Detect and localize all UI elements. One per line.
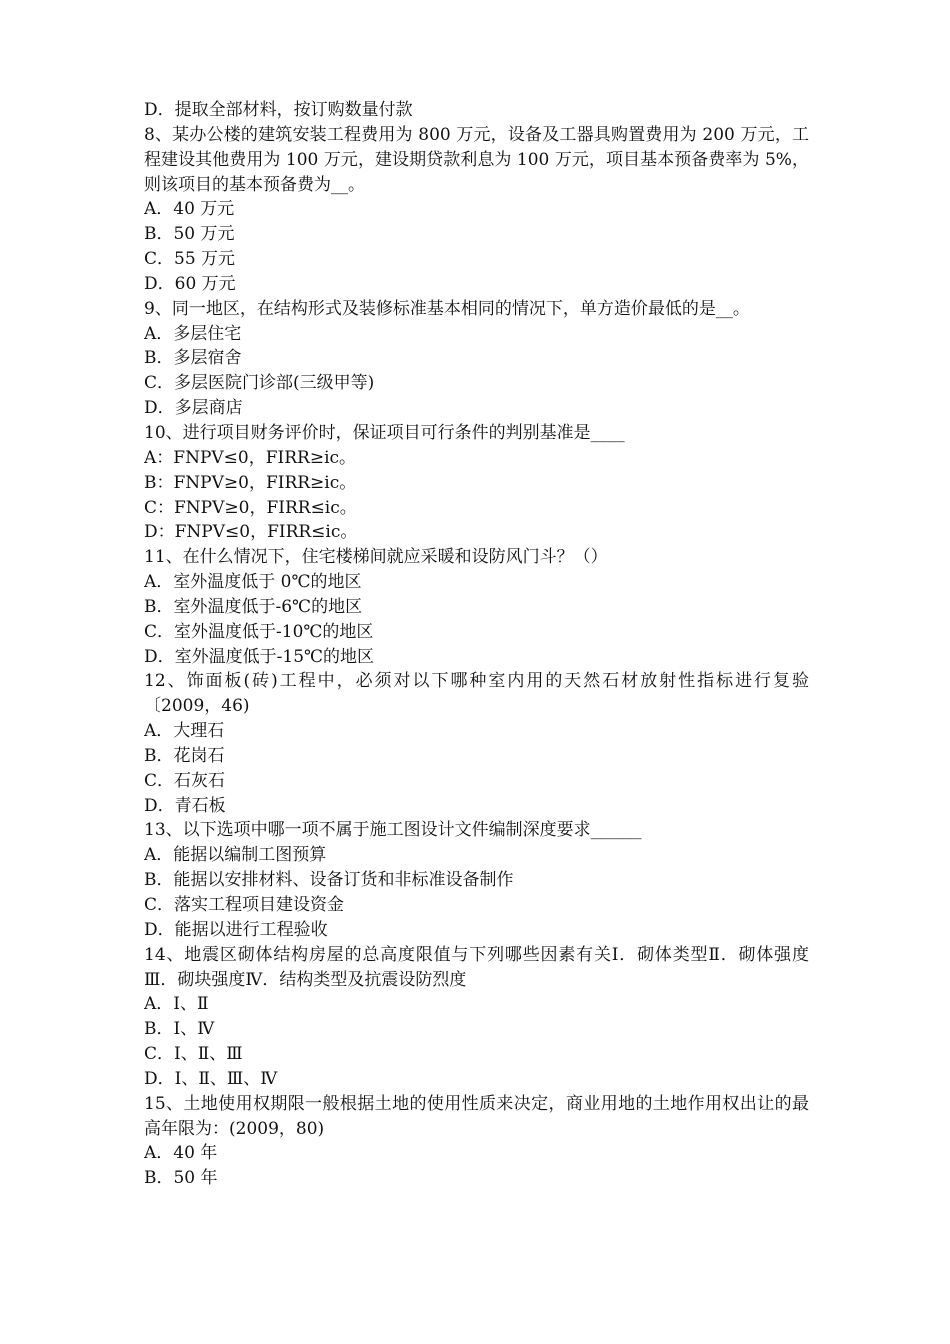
question-9: 9、同一地区，在结构形式及装修标准基本相同的情况下，单方造价最低的是__。 bbox=[144, 298, 750, 319]
question-12: 12、饰面板(砖)工程中，必须对以下哪种室内用的天然石材放射性指标进行复验〔2009，46) bbox=[144, 671, 809, 717]
option-line: B．室外温度低于-6℃的地区 bbox=[144, 596, 363, 617]
option-line: A．Ⅰ、Ⅱ bbox=[144, 994, 209, 1015]
option-line: A．40 万元 bbox=[144, 199, 235, 220]
option-line: B．多层宿舍 bbox=[144, 348, 242, 369]
option-line: D．提取全部材料，按订购数量付款 bbox=[144, 100, 413, 120]
option-line: A．40 年 bbox=[144, 1143, 218, 1164]
question-10: 10、进行项目财务评价时，保证项目可行条件的判别基准是____ bbox=[144, 422, 625, 443]
option-line: C．石灰石 bbox=[144, 770, 226, 791]
option-line: B．能据以安排材料、设备订货和非标准设备制作 bbox=[144, 870, 514, 891]
option-line: A．多层住宅 bbox=[144, 323, 242, 344]
option-line: C．55 万元 bbox=[144, 249, 236, 270]
option-line: B．Ⅰ、Ⅳ bbox=[144, 1019, 215, 1040]
option-line: D．Ⅰ、Ⅱ、Ⅲ、Ⅳ bbox=[144, 1068, 278, 1089]
option-line: D．能据以进行工程验收 bbox=[144, 919, 328, 940]
option-line: C．多层医院门诊部(三级甲等) bbox=[144, 373, 375, 394]
option-line: C：FNPV≥0，FIRR≤ic。 bbox=[144, 497, 357, 518]
option-line: B．花岗石 bbox=[144, 745, 225, 766]
option-line: A．大理石 bbox=[144, 721, 225, 742]
option-line: B：FNPV≥0，FIRR≥ic。 bbox=[144, 472, 357, 493]
option-line: C．Ⅰ、Ⅱ、Ⅲ bbox=[144, 1044, 243, 1065]
option-line: D．多层商店 bbox=[144, 398, 243, 419]
option-line: C．室外温度低于-10℃的地区 bbox=[144, 621, 374, 642]
option-line: D．60 万元 bbox=[144, 273, 236, 294]
question-14: 14、地震区砌体结构房屋的总高度限值与下列哪些因素有关Ⅰ．砌体类型Ⅱ．砌体强度Ⅲ．砌块强度Ⅳ．结构类型及抗震设防烈度 bbox=[144, 944, 809, 990]
option-line: B．50 万元 bbox=[144, 224, 235, 245]
option-line: C．落实工程项目建设资金 bbox=[144, 895, 345, 915]
option-line: D．室外温度低于-15℃的地区 bbox=[144, 646, 375, 667]
option-line: A：FNPV≤0，FIRR≥ic。 bbox=[144, 447, 357, 468]
option-line: D．青石板 bbox=[144, 795, 226, 816]
question-8: 8、某办公楼的建筑安装工程费用为 800 万元，设备及工器具购置费用为 200 万元，工程建设其他费用为 100 万元，建设期贷款利息为 100 万元，项目基本预备费率为 5%，则该项目的基本预备费为__。 bbox=[144, 124, 809, 195]
document-body bbox=[144, 98, 809, 1191]
question-15: 15、土地使用权期限一般根据土地的使用性质来决定，商业用地的土地作用权出让的最高年限为：(2009，80) bbox=[144, 1093, 809, 1139]
question-13: 13、以下选项中哪一项不属于施工图设计文件编制深度要求______ bbox=[144, 820, 642, 841]
option-line: B．50 年 bbox=[144, 1168, 218, 1189]
option-line: A．能据以编制工图预算 bbox=[144, 845, 327, 866]
option-line: A．室外温度低于 0℃的地区 bbox=[144, 572, 362, 593]
question-11: 11、在什么情况下，住宅楼梯间就应采暖和设防风门斗？（） bbox=[144, 547, 608, 568]
option-line: D：FNPV≤0，FIRR≤ic。 bbox=[144, 522, 358, 543]
